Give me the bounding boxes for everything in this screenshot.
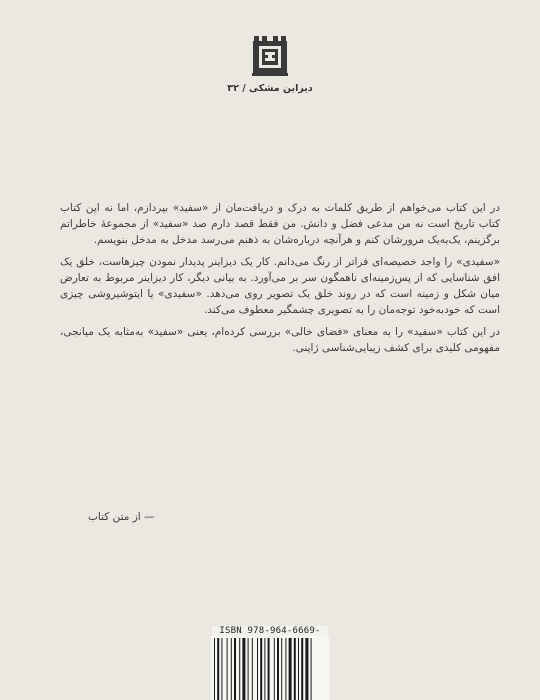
barcode-bar <box>268 638 270 700</box>
barcode-bars <box>211 636 329 700</box>
barcode-bar <box>234 638 236 700</box>
barcode-bar <box>285 638 286 700</box>
barcode-bar <box>248 638 249 700</box>
signature-row <box>60 505 500 524</box>
paragraph-1: در این کتاب می‌خواهم از طریق کلمات به درک و دریافت‌مان از «سفید» بپردازم، اما نه این کتاب کتاب تاریخ است نه من مدعی فضل و دانش. من فقط قصد دارم صد «سفید» از مجموعهٔ خاطراتم برگزینم، یک‌به‌یک مرورشان کنم و هرآنچه درباره‌شان به ذهنم می‌رسد مدخل به مدخل بنویسم. <box>60 202 500 246</box>
barcode-bar <box>298 638 299 700</box>
barcode-bar <box>227 638 228 700</box>
paragraph-2: «سفیدی» را واجد خصیصه‌ای فراتر از رنگ می‌دانم. کار یک دیزاینر پدیدار نمودن چیزهاست، خلق یک افق شناسایی که از پس‌زمینه‌ای ناهمگون سر بر می‌آورد. به بیانی دیگر، کار دیزاینر مربوط به تعارض میان شکل و زمینه است که در روند خلق یک تصویر روی می‌دهد. «سفیدی» یا ایتوشیروشی چیزی است که خودبه‌خود توجه‌مان را به تصویری چشمگیر معطوف می‌کند. <box>60 256 500 316</box>
back-cover-text <box>60 200 500 360</box>
barcode-bar <box>264 638 265 700</box>
barcode-bar <box>305 638 308 700</box>
castle-tower-logo-icon <box>252 36 288 76</box>
barcode-bar <box>231 638 232 700</box>
barcode-bar <box>260 638 262 700</box>
barcode-bar <box>214 638 215 700</box>
barcode-bar <box>221 638 222 700</box>
barcode-bar <box>217 638 219 700</box>
barcode-bar <box>294 638 296 700</box>
barcode-bar <box>311 638 312 700</box>
barcode-bar <box>281 638 282 700</box>
barcode-image <box>211 636 329 700</box>
barcode-bar <box>242 638 245 700</box>
isbn-number: ISBN 978-964-6669- <box>212 626 328 646</box>
barcode-bar <box>277 638 279 700</box>
barcode-bar <box>239 638 240 700</box>
paragraph-3: در این کتاب «سفید» را به معنای «فضای خالی» بررسی کرده‌ام، یعنی «سفید» به‌مثابه یک میانجی، مفهومی کلیدی برای کشف زیبایی‌شناسی ژاپنی. <box>60 326 500 354</box>
source-signature: — از متن کتاب <box>88 511 155 523</box>
barcode-bar <box>301 638 303 700</box>
series-label: دیزاین مشکی / ۳۲ <box>227 83 313 94</box>
barcode-bar <box>252 638 253 700</box>
barcode-bar <box>289 638 292 700</box>
barcode-bar <box>274 638 275 700</box>
barcode-bar <box>257 638 258 700</box>
